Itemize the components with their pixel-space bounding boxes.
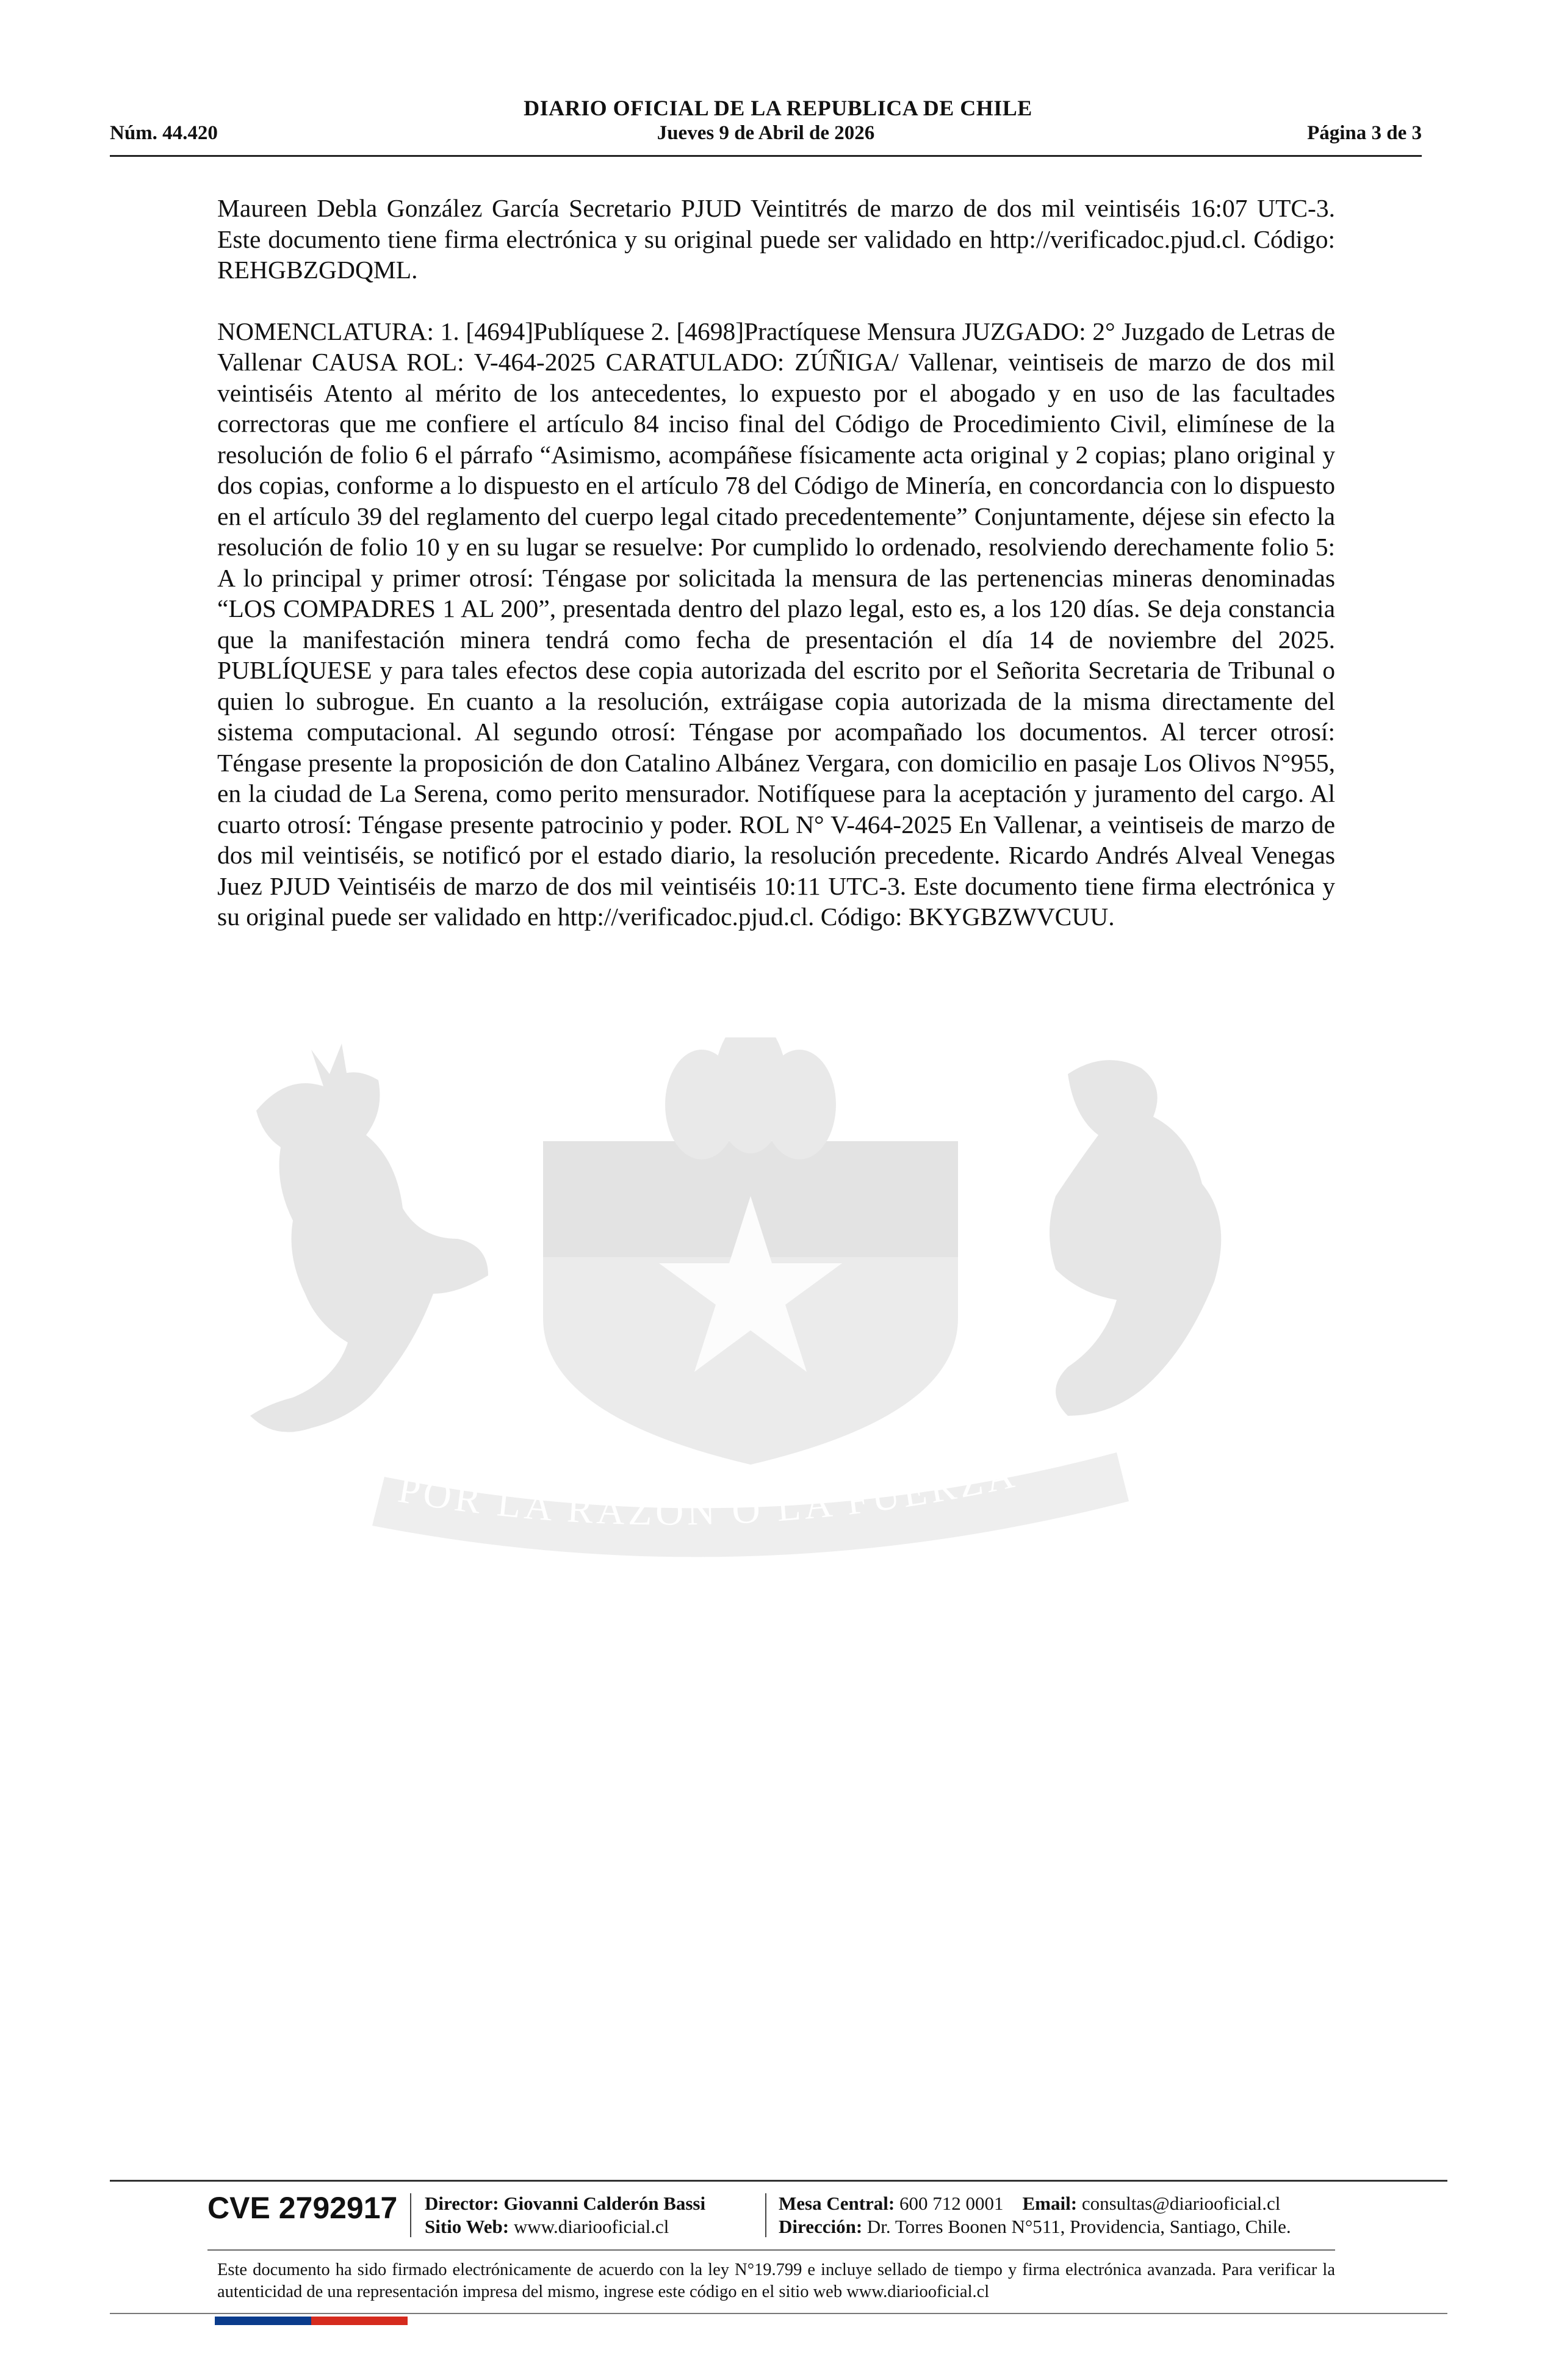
footer-director-block [425,2192,705,2238]
address-text: Dr. Torres Boonen N°511, Providencia, Santiago, Chile. [866,2216,1291,2237]
issue-date: Jueves 9 de Abril de 2026 [657,122,875,144]
flag-stripe-red [311,2317,408,2325]
page-indicator: Página 3 de 3 [1307,122,1422,144]
footer-contact-block [779,2192,1291,2238]
address-label: Dirección: [779,2216,863,2237]
footer-divider-top [110,2180,1447,2182]
email-link[interactable]: consultas@diariooficial.cl [1081,2193,1281,2214]
flag-stripe-blue [215,2317,311,2325]
phone-number: 600 712 0001 [899,2193,1004,2214]
header-divider [110,155,1422,157]
footer-divider-mid [207,2249,1335,2251]
paragraph-signature-notice: Maureen Debla González García Secretario PJUD Veintitrés de marzo de dos mil veintiséis 16:07 UTC-3. Este documento tiene firma electrónica y su original puede ser validado en http://verificadoc.pjud.cl. Código: REHGBZGDQML. [217,194,1335,284]
newspaper-title: DIARIO OFICIAL DE LA REPUBLICA DE CHILE [524,96,1032,120]
plume-silhouette [665,1037,836,1159]
cve-code: CVE 2792917 [207,2191,398,2225]
phone-label: Mesa Central: [779,2193,895,2214]
issue-number: Núm. 44.420 [110,122,218,144]
header-row [110,122,1422,150]
shield-silhouette [543,1141,958,1465]
footer-divider-bottom [110,2313,1447,2314]
document-body [217,193,1335,963]
footer-separator [410,2193,411,2237]
paragraph-resolution: NOMENCLATURA: 1. [4694]Publíquese 2. [4698]Practíquese Mensura JUZGADO: 2° Juzgado de Letras de Vallenar CAUSA ROL: V-464-2025 CARATULADO: ZÚÑIGA/ Vallenar, veintiseis de marzo de dos mil veintiséis Atento al mérito de los antecedentes, lo expuesto por el abogado y en uso de las facultades correctoras que me confiere el artículo 84 inciso final del Código de Procedimiento Civil, elimínese de la resolución de folio 6 el párrafo “Asimismo, acompáñese físicamente acta original y 2 copias; plano original y dos copias, conforme a lo dispuesto en el artículo 78 del Código de Minería, en concordancia con lo dispuesto en el artículo 39 del reglamento del cuerpo legal citado precedentemente” Conjuntamente, déjese sin efecto la resolución de folio 10 y en su lugar se resuelve: Por cumplido lo ordenado, resolviendo derechamente folio 5: A lo principal y primer otrosí: Téngase por solicitada la mensura de las pertenencias mineras denominadas “LOS COMPADRES 1 AL 200”, presentada dentro del plazo legal, esto es, a los 120 días. Se deja constancia que la manifestación minera tendrá como fecha de presentación el día 14 de noviembre del 2025. PUBLÍQUESE y para tales efectos dese copia autorizada del escrito por el Señorita Secretaria de Tribunal o quien lo subrogue. En cuanto a la resolución, extráigase copia autorizada de la misma directamente del sistema computacional. Al segundo otrosí: Téngase por acompañado los documentos. Al tercer otrosí: Téngase presente la proposición de don Catalino Albánez Vergara, con domicilio en pasaje Los Olivos N°955, en la ciudad de La Serena, como perito mensurador. Notifíquese para la aceptación y juramento del cargo. Al cuarto otrosí: Téngase presente patrocinio y poder. ROL N° V-464-2025 En Vallenar, a veintiseis de marzo de dos mil veintiséis, se notificó por el estado diario, la resolución precedente. Ricardo Andrés Alveal Venegas Juez PJUD Veintiséis de marzo de dos mil veintiséis 10:11 UTC-3. Este documento tiene firma electrónica y su original puede ser validado en http://verificadoc.pjud.cl. Código: BKYGBZWVCUU. [217,317,1335,931]
director-name: Giovanni Calderón Bassi [503,2193,706,2214]
coat-of-arms-watermark [201,1037,1300,1611]
flag-stripe [215,2317,408,2325]
footer-legal-note: Este documento ha sido firmado electrónicamente de acuerdo con la ley N°19.799 e incluye sellado de tiempo y firma electrónica avanzada. Para verificar la autenticidad de una representación impresa del mismo, ingrese este código en el sitio web www.diariooficial.cl [217,2260,1335,2301]
website-label: Sitio Web: [425,2216,510,2237]
huemul-silhouette [250,1044,488,1432]
motto-text: POR LA RAZON O LA FUERZA [395,1452,1021,1534]
website-link[interactable]: www.diariooficial.cl [513,2216,669,2237]
condor-silhouette [1050,1060,1221,1416]
email-label: Email: [1022,2193,1078,2214]
director-label: Director: [425,2193,499,2214]
footer-separator [765,2193,766,2237]
